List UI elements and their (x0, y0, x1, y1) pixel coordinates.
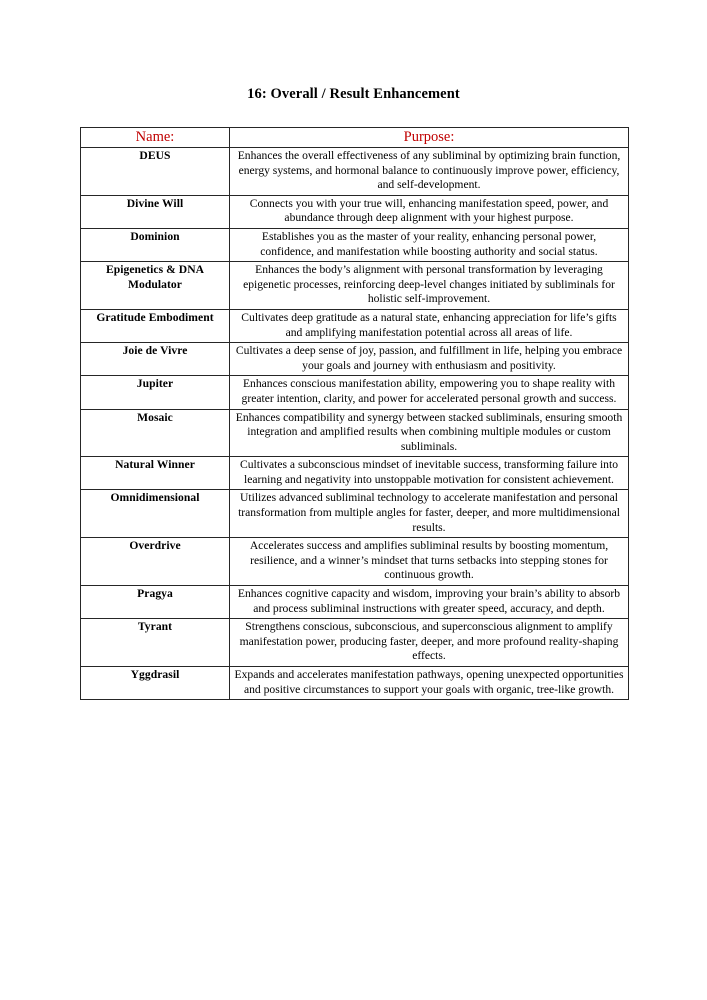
table-row (81, 148, 629, 196)
page-title: 16: Overall / Result Enhancement (247, 86, 460, 102)
table-row (81, 195, 629, 228)
cell-module-purpose: Enhances conscious manifestation ability, empowering you to shape reality with greater intention, clarity, and power for accelerated personal growth and success. (230, 376, 629, 409)
cell-module-name: Jupiter (81, 376, 230, 409)
cell-module-purpose: Cultivates deep gratitude as a natural state, enhancing appreciation for life’s gifts and amplifying manifestation potential across all areas of life. (230, 309, 629, 342)
cell-module-purpose: Cultivates a deep sense of joy, passion, and fulfillment in life, helping you embrace your goals and journey with enthusiasm and positivity. (230, 343, 629, 376)
cell-module-purpose: Strengthens conscious, subconscious, and superconscious alignment to amplify manifestation power, producing faster, deeper, and more profound reality-shaping effects. (230, 619, 629, 667)
cell-module-name: DEUS (81, 148, 230, 196)
cell-module-name: Gratitude Embodiment (81, 309, 230, 342)
cell-module-purpose: Enhances the body’s alignment with personal transformation by leveraging epigenetic processes, reinforcing deep-level changes initiated by subliminals for holistic self-improvement. (230, 262, 629, 310)
table-row (81, 228, 629, 261)
cell-module-name: Divine Will (81, 195, 230, 228)
cell-module-purpose: Expands and accelerates manifestation pathways, opening unexpected opportunities and positive circumstances to support your goals with organic, tree-like growth. (230, 667, 629, 700)
table-row (81, 409, 629, 457)
cell-module-purpose: Utilizes advanced subliminal technology to accelerate manifestation and personal transformation from multiple angles for faster, deeper, and more multidimensional results. (230, 490, 629, 538)
modules-table-container (80, 127, 628, 700)
cell-module-purpose: Cultivates a subconscious mindset of inevitable success, transforming failure into learning and negativity into unstoppable motivation for consistent achievement. (230, 457, 629, 490)
cell-module-purpose: Enhances compatibility and synergy between stacked subliminals, ensuring smooth integration and amplified results when combining multiple modules or custom subliminals. (230, 409, 629, 457)
table-row (81, 262, 629, 310)
table-row (81, 667, 629, 700)
column-header-name: Name: (81, 128, 230, 148)
table-header (81, 128, 629, 148)
table-body (81, 148, 629, 700)
cell-module-purpose: Enhances cognitive capacity and wisdom, improving your brain’s ability to absorb and process subliminal instructions with greater speed, accuracy, and depth. (230, 586, 629, 619)
cell-module-purpose: Establishes you as the master of your reality, enhancing personal power, confidence, and manifestation while boosting authority and social status. (230, 228, 629, 261)
cell-module-purpose: Connects you with your true will, enhancing manifestation speed, power, and abundance through deep alignment with your highest purpose. (230, 195, 629, 228)
table-row (81, 490, 629, 538)
cell-module-name: Yggdrasil (81, 667, 230, 700)
cell-module-purpose: Accelerates success and amplifies subliminal results by boosting momentum, resilience, and a winner’s mindset that turns setbacks into stepping stones for continuous growth. (230, 538, 629, 586)
cell-module-purpose: Enhances the overall effectiveness of any subliminal by optimizing brain function, energy systems, and hormonal balance to continuously improve power, efficiency, and self-development. (230, 148, 629, 196)
cell-module-name: Omnidimensional (81, 490, 230, 538)
cell-module-name: Overdrive (81, 538, 230, 586)
table-row (81, 457, 629, 490)
table-row (81, 619, 629, 667)
table-row (81, 309, 629, 342)
modules-table (80, 127, 629, 700)
table-row (81, 376, 629, 409)
cell-module-name: Epigenetics & DNA Modulator (81, 262, 230, 310)
cell-module-name: Natural Winner (81, 457, 230, 490)
table-row (81, 343, 629, 376)
column-header-purpose: Purpose: (230, 128, 629, 148)
cell-module-name: Tyrant (81, 619, 230, 667)
cell-module-name: Mosaic (81, 409, 230, 457)
cell-module-name: Dominion (81, 228, 230, 261)
table-header-row (81, 128, 629, 148)
table-row (81, 538, 629, 586)
cell-module-name: Pragya (81, 586, 230, 619)
cell-module-name: Joie de Vivre (81, 343, 230, 376)
table-row (81, 586, 629, 619)
